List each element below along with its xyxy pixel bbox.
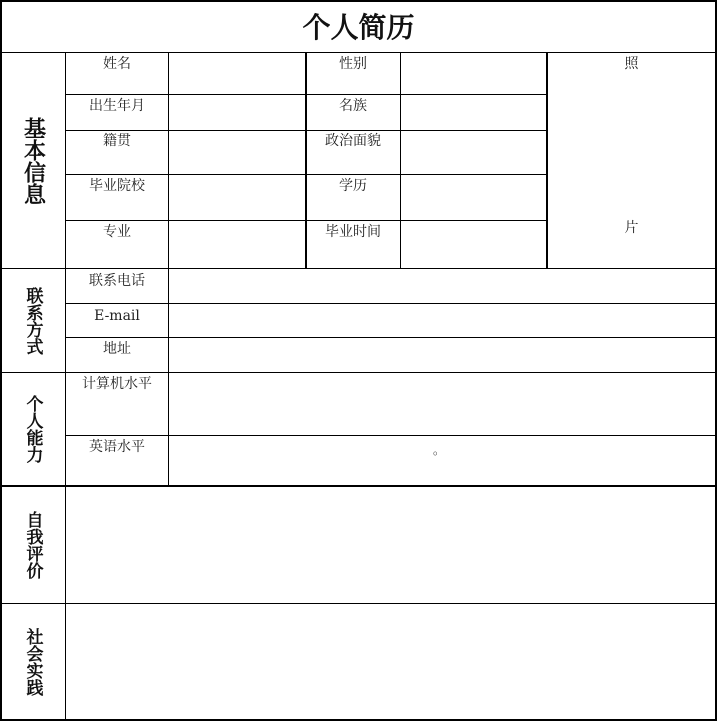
value-email[interactable] bbox=[169, 304, 715, 337]
label-computer-level: 计算机水平 bbox=[82, 376, 152, 392]
border-top bbox=[0, 0, 717, 2]
label-major: 专业 bbox=[103, 224, 131, 240]
label-birth: 出生年月 bbox=[89, 98, 145, 114]
english-value-text: 。 bbox=[432, 443, 445, 457]
label-email: E-mail bbox=[94, 308, 140, 324]
value-gender[interactable] bbox=[401, 53, 546, 94]
label-political-status: 政治面貌 bbox=[325, 133, 381, 149]
value-phone[interactable] bbox=[169, 269, 715, 303]
value-major[interactable] bbox=[169, 221, 305, 268]
label-english-level: 英语水平 bbox=[89, 439, 145, 455]
self-evaluation-area[interactable] bbox=[67, 487, 715, 603]
value-native-place[interactable] bbox=[169, 131, 305, 174]
section-self-evaluation: 自我评价 bbox=[22, 511, 43, 579]
label-native-place: 籍贯 bbox=[103, 133, 131, 149]
photo-label-top: 照 bbox=[624, 56, 639, 72]
value-computer-level[interactable] bbox=[169, 373, 715, 435]
label-education: 学历 bbox=[339, 178, 367, 194]
label-ethnicity: 名族 bbox=[339, 98, 367, 114]
page-title: 个人简历 bbox=[302, 11, 415, 44]
label-address: 地址 bbox=[103, 341, 131, 357]
value-birth[interactable] bbox=[169, 95, 305, 130]
photo-label-bottom: 片 bbox=[624, 220, 639, 236]
section-ability: 个人能力 bbox=[22, 395, 43, 463]
label-gender: 性别 bbox=[339, 56, 367, 72]
value-english-level[interactable] bbox=[169, 436, 715, 485]
section-social-practice: 社会实践 bbox=[22, 627, 43, 696]
value-school[interactable] bbox=[169, 175, 305, 220]
value-education[interactable] bbox=[401, 175, 546, 220]
label-phone: 联系电话 bbox=[89, 273, 145, 289]
value-address[interactable] bbox=[169, 338, 715, 372]
value-grad-time[interactable] bbox=[401, 221, 546, 268]
section-basic-info: 基本信息 bbox=[20, 116, 46, 205]
value-ethnicity[interactable] bbox=[401, 95, 546, 130]
label-name: 姓名 bbox=[103, 56, 131, 72]
label-grad-time: 毕业时间 bbox=[325, 224, 381, 240]
value-political-status[interactable] bbox=[401, 131, 546, 174]
photo-cell[interactable] bbox=[548, 53, 715, 268]
social-practice-area[interactable] bbox=[67, 604, 715, 719]
value-name[interactable] bbox=[169, 53, 305, 94]
section-contact: 联系方式 bbox=[22, 286, 43, 355]
label-school: 毕业院校 bbox=[89, 178, 145, 194]
